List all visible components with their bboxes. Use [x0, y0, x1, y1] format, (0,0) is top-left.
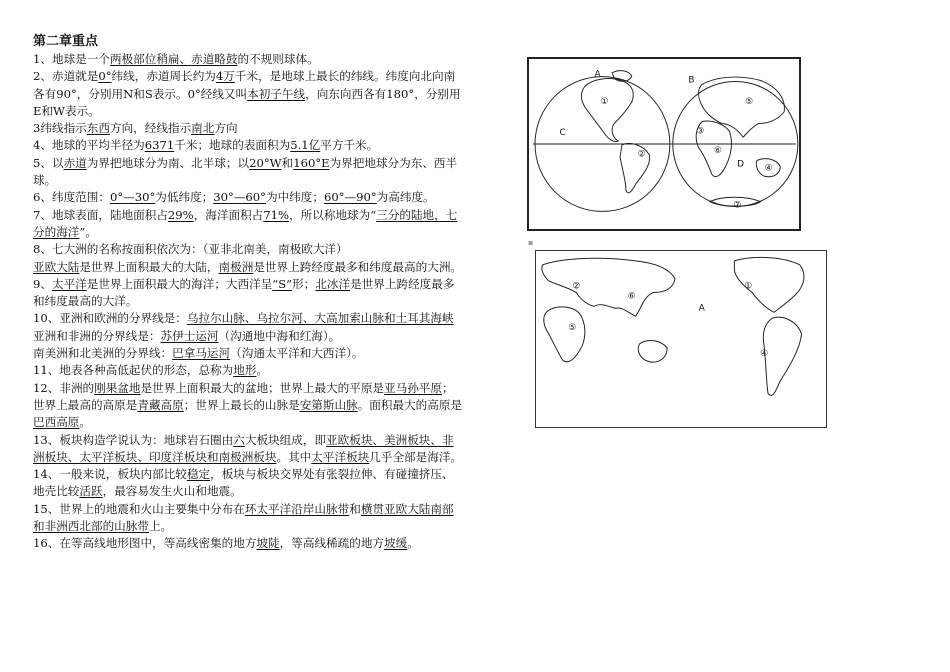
point-text: ，等高线稀疏的地方 [279, 536, 385, 551]
point-text: 千米，是地球上最长的纬线。纬度向北向南各有90°，分别用N和S表示。0°经线又叫 [33, 69, 456, 101]
key-point-item [33, 362, 465, 379]
map1-label-n3: ③ [696, 126, 705, 137]
underlined-term: 亚欧大陆 [33, 259, 80, 274]
underlined-term: 赤道 [63, 155, 87, 170]
point-text: 为低纬度； [155, 190, 214, 205]
underlined-term: 坡缓 [384, 536, 408, 551]
map1-label-A: A [594, 69, 601, 80]
key-point-item [33, 380, 465, 432]
map1-label-C: C [559, 128, 566, 139]
key-point-item [33, 51, 465, 68]
point-text: 14、一般来说，板块内部比较 [33, 467, 187, 482]
point-text: 形； [292, 276, 316, 291]
point-text: 纬线，赤道周长约为 [111, 69, 216, 84]
map2-label-A: A [698, 303, 705, 314]
point-text: 千米；地球的表面积为 [174, 138, 291, 153]
key-point-item [33, 535, 465, 552]
underlined-term: 苏伊士运河 [160, 328, 219, 343]
underlined-term: 乌拉尔山脉、乌拉尔河、大高加索山脉和土耳其海峡 [186, 311, 454, 326]
underlined-term: 71% [263, 207, 290, 222]
key-point-item [33, 310, 465, 327]
underlined-term: 环太平洋沿岸山脉带 [244, 501, 350, 516]
point-text: 平方千米。 [320, 138, 379, 153]
point-text: 15、世界上的地震和火山主要集中分布在 [33, 501, 245, 516]
underlined-term: 北冰洋 [315, 276, 351, 291]
map2-label-n5: ⑤ [568, 323, 577, 334]
underlined-term: 地形 [233, 363, 257, 378]
underlined-term: 巴拿马运河 [172, 346, 231, 361]
point-text: 是世界上面积最大的海洋；大西洋呈 [86, 276, 273, 291]
point-text: 方向，经线指示 [109, 121, 192, 136]
underlined-term: 20°W [249, 155, 282, 170]
map1-label-n2: ② [637, 149, 646, 160]
key-points-list [33, 51, 465, 553]
key-point-item [33, 155, 465, 190]
point-text: 1、地球是一个 [33, 52, 110, 66]
point-text: 6、纬度范围： [33, 190, 110, 205]
underlined-term: 青藏高原 [137, 397, 184, 412]
point-text: （沟通太平洋和大西洋）。 [230, 346, 364, 361]
point-text: 4、地球的平均半径为 [33, 138, 145, 153]
point-text: 为高纬度。 [376, 190, 435, 205]
underlined-term: 太平洋 [51, 276, 87, 291]
point-text: 9、 [33, 276, 52, 291]
point-text: 是世界上跨经度最多和纬度最高的大洲。 [253, 259, 463, 274]
point-text: ；世界上最高的高原是 [33, 380, 454, 412]
map2-label-n1: ① [744, 281, 753, 292]
point-text: 和 [281, 155, 294, 170]
underlined-term: 4万 [215, 69, 235, 84]
underlined-term: 6371 [144, 138, 175, 153]
point-text: 和 [349, 501, 361, 516]
hemispheres-map [527, 57, 801, 231]
point-text: 大板块组成，即 [244, 432, 327, 447]
key-point-item [33, 276, 465, 311]
map2-label-n6: ⑥ [627, 291, 636, 302]
underlined-term: 南极洲 [218, 259, 254, 274]
map1-label-B: B [688, 75, 695, 86]
point-text: 亚洲和非洲的分界线是： [33, 328, 161, 343]
point-text: ，最容易发生火山和地震。 [102, 484, 242, 499]
underlined-term: 亚马孙平原 [384, 380, 442, 395]
point-text: 上。 [148, 519, 173, 534]
point-text: 。 [256, 363, 269, 378]
underlined-term: 南北 [191, 121, 215, 136]
point-text: ，板块与板块交界处有张裂拉伸、有碰撞挤压、地壳比较 [33, 467, 454, 499]
map1-label-n1: ① [600, 96, 609, 107]
key-point-item [33, 345, 465, 362]
underlined-term: 60°—90° [323, 190, 377, 205]
point-text: 方向 [214, 121, 238, 136]
point-text: 为界把地球分为东、西半球。 [33, 155, 458, 188]
underlined-term: 刚果盆地 [94, 380, 141, 395]
point-text: ，向东向西各有180°，分别用E和W表示。 [33, 86, 461, 118]
point-text: 12、非洲的 [33, 380, 95, 395]
point-text: 16、在等高线地形图中，等高线密集的地方 [33, 536, 257, 551]
map1-label-n5: ⑤ [745, 96, 753, 107]
point-text: 是世界上跨经度最多和纬度最高的大洋。 [33, 276, 455, 309]
key-point-item [33, 259, 465, 276]
underlined-term: 0°—30° [109, 190, 156, 205]
underlined-term: 稳定 [186, 467, 211, 482]
point-text: （沟通地中海和红海）。 [218, 328, 341, 343]
key-point-item [33, 68, 465, 120]
eurasia-outline [542, 258, 675, 316]
underlined-term: 太平洋板块 [311, 449, 370, 464]
underlined-term: 活跃 [79, 484, 103, 499]
underlined-term: 160°E [293, 155, 330, 170]
point-text: 。其中 [276, 449, 312, 464]
point-text: 7、地球表面，陆地面积占 [33, 207, 168, 222]
underlined-term: 坡陡 [256, 536, 280, 551]
point-text: 13、板块构造学说认为：地球岩石圈由 [33, 432, 234, 447]
australia-outline [638, 340, 667, 362]
point-text: 为中纬度； [265, 190, 324, 205]
underlined-term: 六 [233, 432, 245, 447]
point-text: 11、地表各种高低起伏的形态，总称为 [33, 363, 234, 378]
map1-label-D: D [737, 159, 745, 170]
key-point-item [33, 466, 465, 501]
underlined-term: 两极部位稍扁、赤道略鼓 [109, 52, 238, 66]
key-point-item [33, 137, 465, 154]
underlined-term: 横贯亚欧大陆南部和非洲西北部的山脉带 [33, 501, 454, 534]
underlined-term: 29% [167, 207, 194, 222]
world-map [535, 250, 827, 428]
point-text: 的不规则球体。 [237, 52, 319, 66]
point-text: ；世界上最长的山脉是 [183, 397, 300, 412]
key-point-item [33, 120, 465, 137]
underlined-term: 本初子午线 [247, 86, 306, 101]
north-america-outline [581, 79, 633, 142]
map2-label-n2: ② [572, 281, 581, 292]
point-text: ，海洋面积占 [193, 207, 264, 222]
point-text: ”。 [79, 224, 97, 239]
underlined-term: 东西 [86, 121, 110, 136]
point-text: ，所以称地球为“ [289, 207, 377, 222]
map1-label-n4: ④ [764, 163, 773, 174]
point-text: 8、七大洲的名称按面积依次为：（亚非北南美，南极欧大洋） [33, 242, 348, 257]
map1-label-n6: ⑥ [713, 145, 722, 156]
point-text: 5、以 [33, 155, 64, 170]
key-point-item [33, 207, 465, 242]
point-text: 。面积最大的高原是 [357, 397, 463, 412]
point-text: 几乎全部是海洋。 [369, 449, 463, 464]
point-text: 是世界上面积最大的大陆， [79, 259, 219, 274]
key-point-item [33, 432, 465, 467]
map1-label-n7: ⑦ [733, 200, 742, 211]
underlined-term: 0° [98, 69, 112, 84]
underlined-term: 30°—60° [213, 190, 266, 205]
point-text: 。 [407, 536, 419, 551]
underlined-term: 巴西高原 [33, 415, 80, 430]
underlined-term: 安第斯山脉 [299, 397, 358, 412]
point-text: 。 [79, 415, 91, 430]
key-point-item [33, 328, 465, 345]
point-text: 10、亚洲和欧洲的分界线是： [33, 311, 187, 326]
key-point-item [33, 501, 465, 536]
point-text: 为界把地球分为南、北半球；以 [86, 155, 250, 170]
point-text: 2、赤道就是 [33, 69, 99, 84]
point-text: 是世界上面积最大的盆地；世界上最大的平原是 [140, 380, 385, 395]
africa-outline [544, 307, 585, 362]
map2-label-n4: ④ [760, 348, 769, 359]
page-title: 第二章重点 [33, 34, 99, 49]
key-point-item [33, 241, 465, 258]
south-america-outline [763, 317, 801, 395]
key-points-text [33, 33, 465, 553]
underlined-term: 三分的陆地，七分的海洋 [33, 207, 458, 239]
point-text: 3纬线指示 [33, 121, 87, 136]
point-text: 南美洲和北美洲的分界线： [33, 346, 173, 361]
underlined-term: 5.1亿 [290, 138, 321, 153]
map-caption-faint: ▪ [528, 238, 534, 247]
underlined-term: 亚欧板块、美洲板块、非洲板块、太平洋板块、印度洋板块和南极洲板块 [33, 432, 454, 464]
underlined-term: “S” [272, 276, 293, 291]
key-point-item [33, 189, 465, 206]
